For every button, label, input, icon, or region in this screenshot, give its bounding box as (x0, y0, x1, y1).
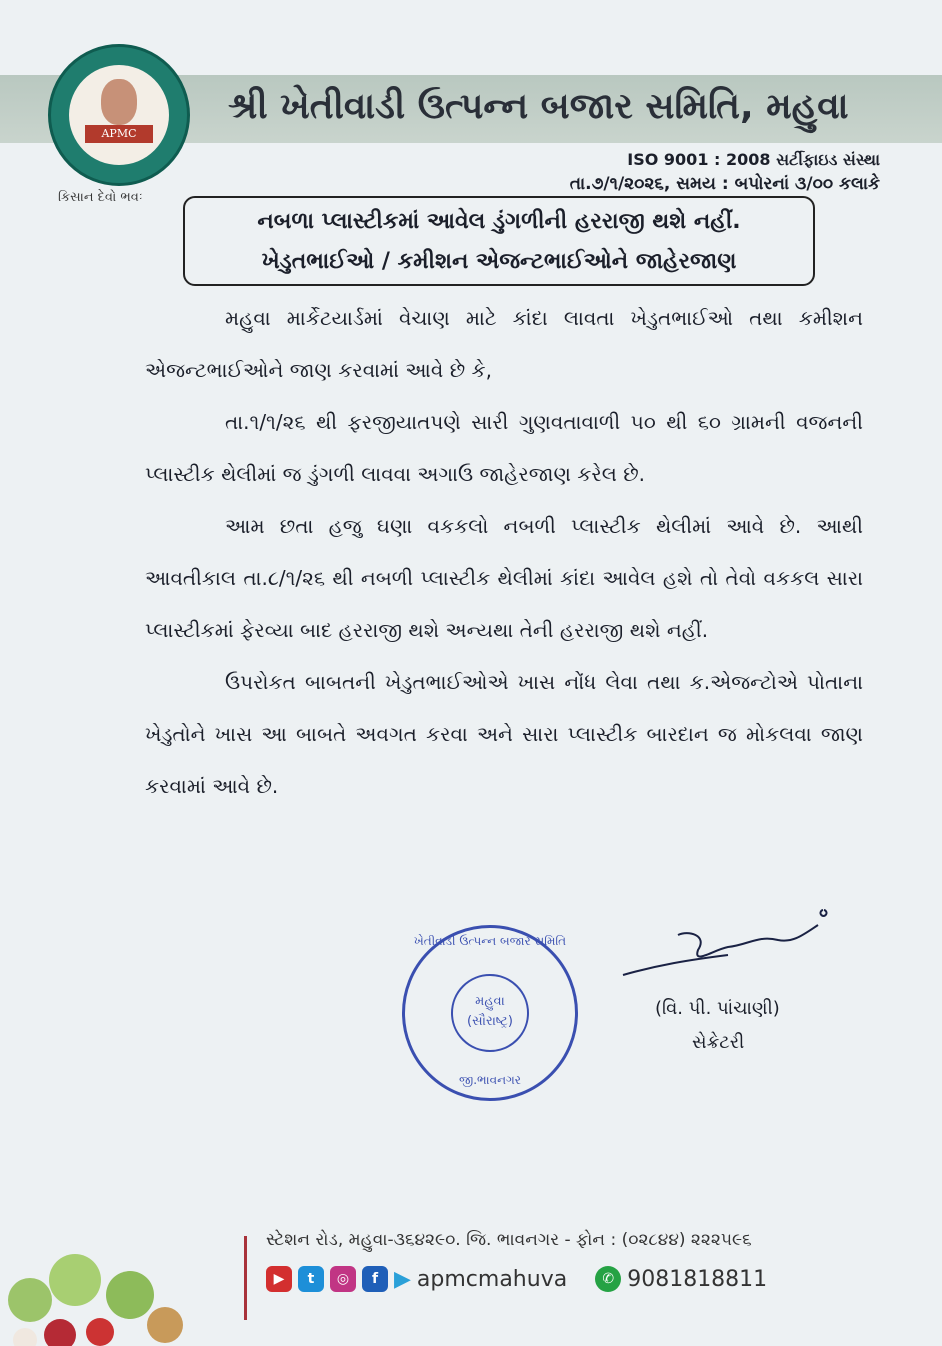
play-store-icon[interactable]: ▶ (394, 1266, 411, 1292)
facebook-icon[interactable]: f (362, 1266, 388, 1292)
social-handle[interactable]: apmcmahuva (416, 1266, 568, 1292)
footer-divider (244, 1236, 247, 1320)
youtube-icon[interactable]: ▶ (266, 1266, 292, 1292)
twitter-icon[interactable]: t (298, 1266, 324, 1292)
whatsapp-icon: ✆ (595, 1266, 621, 1292)
official-stamp: ખેતીવાડી ઉત્પન્ન બજાર સમિતિ મહુવા (સૌરાષ્ટ્ર) જી.ભાવનગર (402, 925, 578, 1101)
heading-line-2: ખેડુતભાઈઓ / કમીશન એજન્ટભાઈઓને જાહેરજાણ (261, 249, 737, 274)
social-links (266, 1266, 767, 1292)
notice-body (145, 292, 863, 812)
paragraph: ઉપરોકત બાબતની ખેડુતભાઈઓએ ખાસ નોંધ લેવા તથા ક.એજન્ટોએ પોતાના ખેડુતોને ખાસ આ બાબતે અવગત કરવા અને સારા પ્લાસ્ટીક બારદાન જ મોકલવા જાણ કરવામાં આવે છે. (145, 670, 863, 798)
organization-title: શ્રી ખેતીવાડી ઉત્પન્ન બજાર સમિતિ, મહુવા (228, 86, 849, 127)
motto: કિસાન દેવો ભવઃ (58, 190, 143, 205)
signature (618, 905, 838, 985)
whatsapp-number: 9081818811 (627, 1266, 768, 1292)
paragraph: આમ છતા હજુ ઘણા વકકલો નબળી પ્લાસ્ટીક થેલીમાં આવે છે. આથી આવતીકાલ તા.૮/૧/૨૬ થી નબળી પ્લાસ્ટીક થેલીમાં કાંદા આવેલ હશે તો તેવો વકકલ સારા પ્લાસ્ટીકમાં ફેરવ્યા બાદ હરરાજી થશે અન્યથા તેની હરરાજી થશે નહીં. (145, 514, 863, 642)
footer-address: સ્ટેશન રોડ, મહુવા-૩૬૪૨૯૦. જિ. ભાવનગર - ફોન : (૦૨૮૪૪) ૨૨૨૫૯૬ (266, 1230, 752, 1250)
paragraph: મહુવા માર્કેટયાર્ડમાં વેચાણ માટે કાંદા લાવતા ખેડુતભાઈઓ તથા કમીશન એજન્ટભાઈઓને જાણ કરવામાં આવે છે કે, (145, 306, 863, 382)
heading-line-1: નબળા પ્લાસ્ટીકમાં આવેલ ડુંગળીની હરરાજી થશે નહીં. (257, 209, 741, 234)
instagram-icon[interactable]: ◎ (330, 1266, 356, 1292)
notice-heading (183, 196, 815, 286)
signatory-name: (વિ. પી. પાંચાણી) (655, 998, 780, 1019)
paragraph: તા.૧/૧/૨૬ થી ફરજીયાતપણે સારી ગુણવતાવાળી ૫૦ થી ૬૦ ગ્રામની વજનની પ્લાસ્ટીક થેલીમાં જ ડુંગળી લાવવા અગાઉ જાહેરજાણ કરેલ છે. (145, 410, 863, 486)
signatory-title: સેક્રેટરી (692, 1032, 745, 1053)
fruits-illustration (0, 1240, 225, 1346)
date-time: તા.૭/૧/૨૦૨૬, સમય : બપોરનાં ૩/૦૦ કલાકે (569, 174, 880, 194)
iso-certification: ISO 9001 : 2008 સર્ટીફાઇડ સંસ્થા (627, 150, 880, 169)
apmc-logo: APMC (48, 44, 190, 186)
